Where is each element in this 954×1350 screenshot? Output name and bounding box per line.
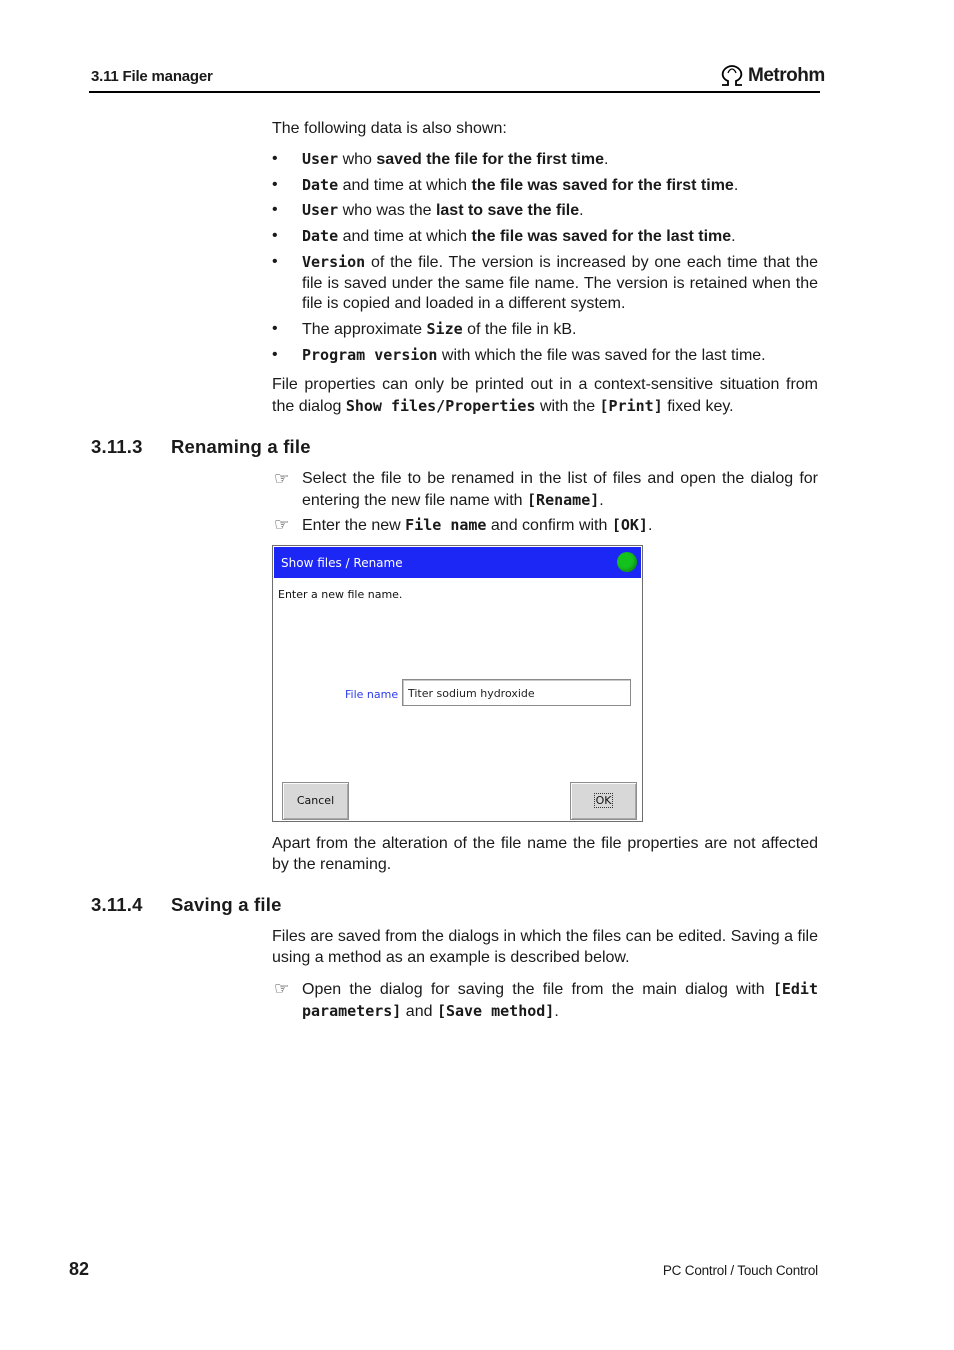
- keyword: Version: [302, 253, 366, 271]
- list-item: [272, 175, 818, 197]
- keyword: Show files: [345, 396, 437, 415]
- keyword: User: [302, 150, 339, 168]
- step-text: .: [599, 491, 604, 509]
- list-text: .: [579, 202, 584, 219]
- file-name-input[interactable]: [402, 679, 631, 706]
- list-item: [272, 319, 818, 341]
- section-heading-save: [91, 894, 282, 916]
- bullet-icon: •: [272, 150, 278, 167]
- rename-dialog: [272, 545, 643, 822]
- pointing-hand-icon: ☞: [274, 469, 290, 488]
- bullet-icon: •: [272, 346, 278, 363]
- step-text: Select the file to be renamed in the list of files and open the dialog for entering the new file name with: [302, 470, 818, 509]
- bullet-icon: •: [272, 227, 278, 244]
- dialog-prompt: Enter a new file name.: [278, 588, 403, 601]
- para-text: File properties can only be printed out in a context-sensitive situation from the dialog: [272, 376, 818, 415]
- step-text: and confirm with: [486, 517, 612, 534]
- list-text: with which the file was saved for the last time.: [437, 347, 766, 364]
- list-text: of the file in kB.: [462, 321, 577, 338]
- list-text: .: [603, 151, 609, 168]
- section-number: 3.11.4: [91, 894, 143, 915]
- properties-paragraph: [272, 375, 818, 417]
- keyword: [Edit parameters]: [302, 980, 818, 1020]
- list-text: .: [731, 228, 736, 245]
- list-text: of the file. The version is increased by one each time that the file is saved under the same file name. The version is retained when the file is copied and loaded in a different system.: [302, 254, 818, 312]
- instruction-step: [272, 515, 818, 537]
- pointing-hand-icon: ☞: [274, 979, 290, 998]
- list-emphasis: saved the file for the first time: [376, 151, 604, 168]
- ok-button[interactable]: [570, 782, 637, 820]
- pointing-hand-icon: ☞: [274, 515, 290, 534]
- keyword: Size: [426, 320, 463, 338]
- running-header-title: 3.11 File manager: [91, 68, 213, 85]
- list-item: [272, 345, 818, 367]
- list-emphasis: the file was saved for the first time: [471, 177, 734, 194]
- list-emphasis: last to save the file: [435, 202, 580, 219]
- keyword: [Print]: [599, 396, 663, 415]
- file-name-label: File name: [345, 688, 399, 701]
- step-text: .: [554, 1002, 559, 1020]
- list-item: [272, 226, 818, 248]
- section-title: Renaming a file: [171, 436, 311, 457]
- bullet-icon: •: [272, 253, 278, 270]
- para-text: with the: [535, 397, 600, 415]
- intro-text: The following data is also shown:: [272, 120, 507, 137]
- list-text: who was the: [338, 202, 436, 219]
- keyword: [Rename]: [527, 490, 600, 509]
- bullet-icon: •: [272, 320, 278, 337]
- section-heading-rename: [91, 436, 311, 458]
- logo-wordmark: Metrohm: [748, 65, 825, 86]
- list-text: and time at which: [338, 177, 472, 194]
- metrohm-logo: [720, 64, 825, 88]
- instruction-step: [272, 469, 818, 511]
- keyword: User: [302, 201, 339, 219]
- footer-product: PC Control / Touch Control: [662, 1263, 818, 1278]
- list-text: who: [338, 151, 377, 168]
- file-name-value: Titer sodium hydroxide: [408, 687, 535, 700]
- keyword: Properties: [445, 396, 536, 415]
- ok-button-label: OK: [595, 794, 612, 807]
- status-led-icon: [617, 552, 637, 572]
- bullet-icon: •: [272, 176, 278, 193]
- save-paragraph: Files are saved from the dialogs in which the files can be edited. Saving a file using a method as an example is described below.: [272, 928, 818, 966]
- bullet-icon: •: [272, 201, 278, 218]
- list-item: [272, 149, 818, 171]
- list-emphasis: the file was saved for the last time: [471, 228, 732, 245]
- keyword: [OK]: [611, 516, 648, 534]
- section-number: 3.11.3: [91, 436, 143, 457]
- omega-logo-icon: [720, 65, 744, 87]
- header-rule: [89, 91, 820, 93]
- list-text: The approximate: [302, 321, 427, 338]
- step-text: and: [401, 1002, 437, 1020]
- para-text: fixed key.: [662, 397, 734, 415]
- step-text: Enter the new: [302, 517, 406, 534]
- cancel-button[interactable]: [282, 782, 349, 820]
- dialog-titlebar: [274, 547, 641, 578]
- keyword: Program version: [302, 346, 438, 364]
- keyword: File name: [405, 516, 487, 534]
- keyword: [Save method]: [436, 1001, 555, 1020]
- step-text: Open the dialog for saving the file from the main dialog with: [302, 981, 773, 998]
- cancel-button-label: Cancel: [296, 794, 335, 807]
- list-text: and time at which: [338, 228, 472, 245]
- step-text: .: [647, 517, 653, 534]
- list-item: [272, 252, 818, 315]
- keyword: Date: [302, 176, 339, 194]
- instruction-step: [272, 979, 818, 1022]
- list-text: .: [733, 177, 739, 194]
- page-number: 82: [69, 1259, 90, 1279]
- section-title: Saving a file: [171, 894, 282, 915]
- rename-note: Apart from the alteration of the file name the file properties are not affected by the renaming.: [272, 835, 818, 873]
- keyword-separator: /: [436, 396, 446, 415]
- keyword: Date: [302, 227, 339, 245]
- list-item: [272, 200, 818, 222]
- dialog-title: Show files / Rename: [281, 556, 403, 570]
